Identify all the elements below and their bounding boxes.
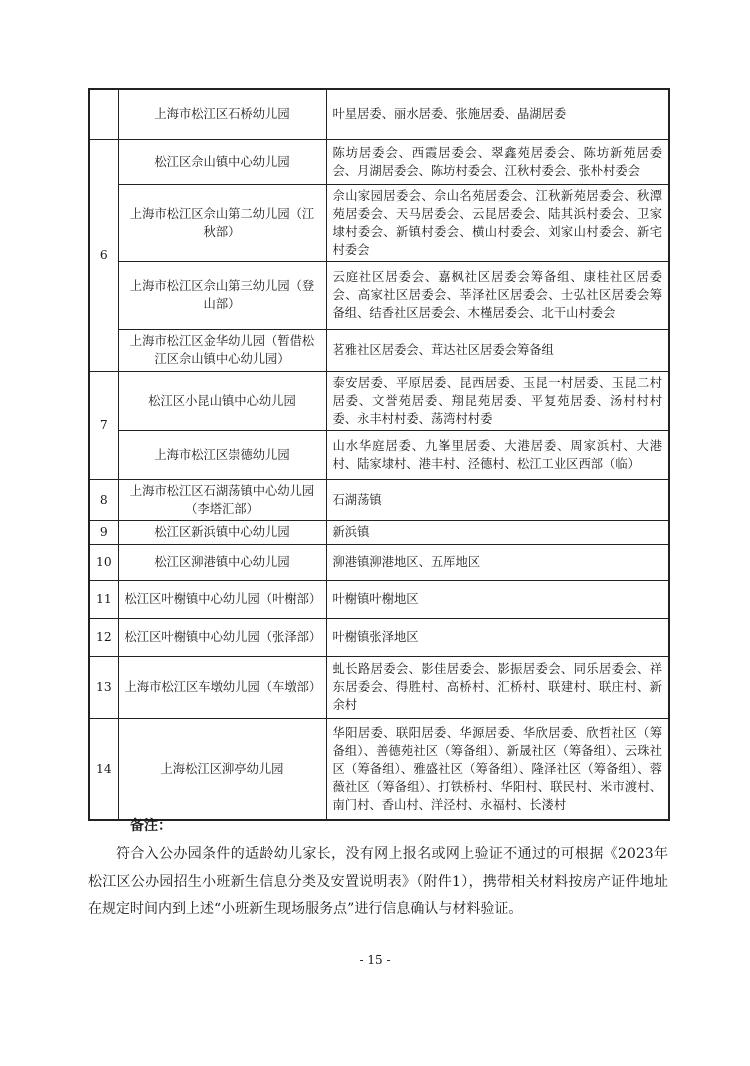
row-number: 14 bbox=[89, 718, 118, 820]
table-row bbox=[89, 544, 669, 580]
table-row bbox=[89, 261, 669, 329]
row-number: 8 bbox=[89, 479, 118, 520]
row-number: 9 bbox=[89, 520, 118, 544]
kindergarten-name: 松江区叶榭镇中心幼儿园（叶榭部） bbox=[118, 580, 326, 618]
enrollment-area: 虬长路居委会、影佳居委会、影振居委会、同乐居委会、祥东居委会、得胜村、高桥村、汇桥村、联建村、联庄村、新余村 bbox=[326, 656, 669, 718]
table-row bbox=[89, 139, 669, 184]
kindergarten-name: 上海市松江区车墩幼儿园（车墩部） bbox=[118, 656, 326, 718]
table-row bbox=[89, 371, 669, 430]
table-row bbox=[89, 656, 669, 718]
enrollment-area: 泖港镇泖港地区、五厍地区 bbox=[326, 544, 669, 580]
kindergarten-name: 上海市松江区佘山第三幼儿园（登山部） bbox=[118, 261, 326, 329]
table-row bbox=[89, 618, 669, 656]
table-row bbox=[89, 430, 669, 479]
table-row bbox=[89, 184, 669, 261]
kindergarten-name: 上海松江区泖亭幼儿园 bbox=[118, 718, 326, 820]
row-number: 11 bbox=[89, 580, 118, 618]
row-number: 12 bbox=[89, 618, 118, 656]
table-row bbox=[89, 718, 669, 820]
kindergarten-name: 上海市松江区石湖荡镇中心幼儿园（李塔汇部） bbox=[118, 479, 326, 520]
row-number bbox=[89, 89, 118, 139]
enrollment-area: 华阳居委、联阳居委、华源居委、华欣居委、欣哲社区（筹备组）、善德苑社区（筹备组）、新晟社区（筹备组）、云珠社区（筹备组）、雅盛社区（筹备组）、隆泽社区（筹备组）、蓉薇社区（筹备组）、打铁桥村、华阳村、联民村、米市渡村、南门村、香山村、洋泾村、永福村、长溇村 bbox=[326, 718, 669, 820]
notes-title: 备注： bbox=[130, 818, 172, 834]
page-number: - 15 - bbox=[359, 953, 391, 967]
row-number: 7 bbox=[89, 371, 118, 479]
enrollment-area: 叶榭镇叶榭地区 bbox=[326, 580, 669, 618]
table-row bbox=[89, 580, 669, 618]
kindergarten-name: 松江区叶榭镇中心幼儿园（张泽部） bbox=[118, 618, 326, 656]
enrollment-area: 佘山家园居委会、佘山名苑居委会、江秋新苑居委会、秋潭苑居委会、天马居委会、云昆居委会、陆其浜村委会、卫家埭村委会、新镇村委会、横山村委会、刘家山村委会、新宅村委会 bbox=[326, 184, 669, 261]
kindergarten-name: 松江区泖港镇中心幼儿园 bbox=[118, 544, 326, 580]
enrollment-area: 陈坊居委会、西霞居委会、翠鑫苑居委会、陈坊新苑居委会、月湖居委会、陈坊村委会、江秋村委会、张朴村委会 bbox=[326, 139, 669, 184]
table-row bbox=[89, 520, 669, 544]
enrollment-area: 茗雅社区居委会、茸达社区居委会筹备组 bbox=[326, 329, 669, 371]
enrollment-area: 叶星居委、丽水居委、张施居委、晶湖居委 bbox=[326, 89, 669, 139]
row-number: 13 bbox=[89, 656, 118, 718]
kindergarten-name: 上海市松江区佘山第二幼儿园（江秋部） bbox=[118, 184, 326, 261]
notes-body: 符合入公办园条件的适龄幼儿家长，没有网上报名或网上验证不通过的可根据《2023年松江区公办园招生小班新生信息分类及安置说明表》（附件1），携带相关材料按房产证件地址在规定时间内到上述“小班新生现场服务点”进行信息确认与材料验证。 bbox=[88, 846, 668, 917]
enrollment-area: 云庭社区居委会、嘉枫社区居委会筹备组、康桂社区居委会、高家社区居委会、莘泽社区居委会、士弘社区居委会筹备组、结香社区居委会、木槿居委会、北干山村委会 bbox=[326, 261, 669, 329]
enrollment-area: 叶榭镇张泽地区 bbox=[326, 618, 669, 656]
kindergarten-name: 松江区小昆山镇中心幼儿园 bbox=[118, 371, 326, 430]
enrollment-area: 泰安居委、平原居委、昆西居委、玉昆一村居委、玉昆二村居委、文誉苑居委、翔昆苑居委、平复苑居委、汤村村村委、永丰村村委、荡湾村村委 bbox=[326, 371, 669, 430]
notes-section bbox=[88, 815, 668, 924]
kindergarten-name: 松江区佘山镇中心幼儿园 bbox=[118, 139, 326, 184]
kindergarten-name: 松江区新浜镇中心幼儿园 bbox=[118, 520, 326, 544]
enrollment-area: 新浜镇 bbox=[326, 520, 669, 544]
table-row bbox=[89, 479, 669, 520]
row-number: 6 bbox=[89, 139, 118, 371]
enrollment-area: 山水华庭居委、九峯里居委、大港居委、周家浜村、大港村、陆家埭村、港丰村、泾德村、松江工业区西部（临） bbox=[326, 430, 669, 479]
kindergarten-name: 上海市松江区金华幼儿园（暂借松江区佘山镇中心幼儿园） bbox=[118, 329, 326, 371]
kindergarten-name: 上海市松江区石桥幼儿园 bbox=[118, 89, 326, 139]
kindergarten-allocation-table bbox=[88, 88, 670, 821]
enrollment-area: 石湖荡镇 bbox=[326, 479, 669, 520]
table-row bbox=[89, 329, 669, 371]
kindergarten-name: 上海市松江区崇德幼儿园 bbox=[118, 430, 326, 479]
table-row bbox=[89, 89, 669, 139]
row-number: 10 bbox=[89, 544, 118, 580]
